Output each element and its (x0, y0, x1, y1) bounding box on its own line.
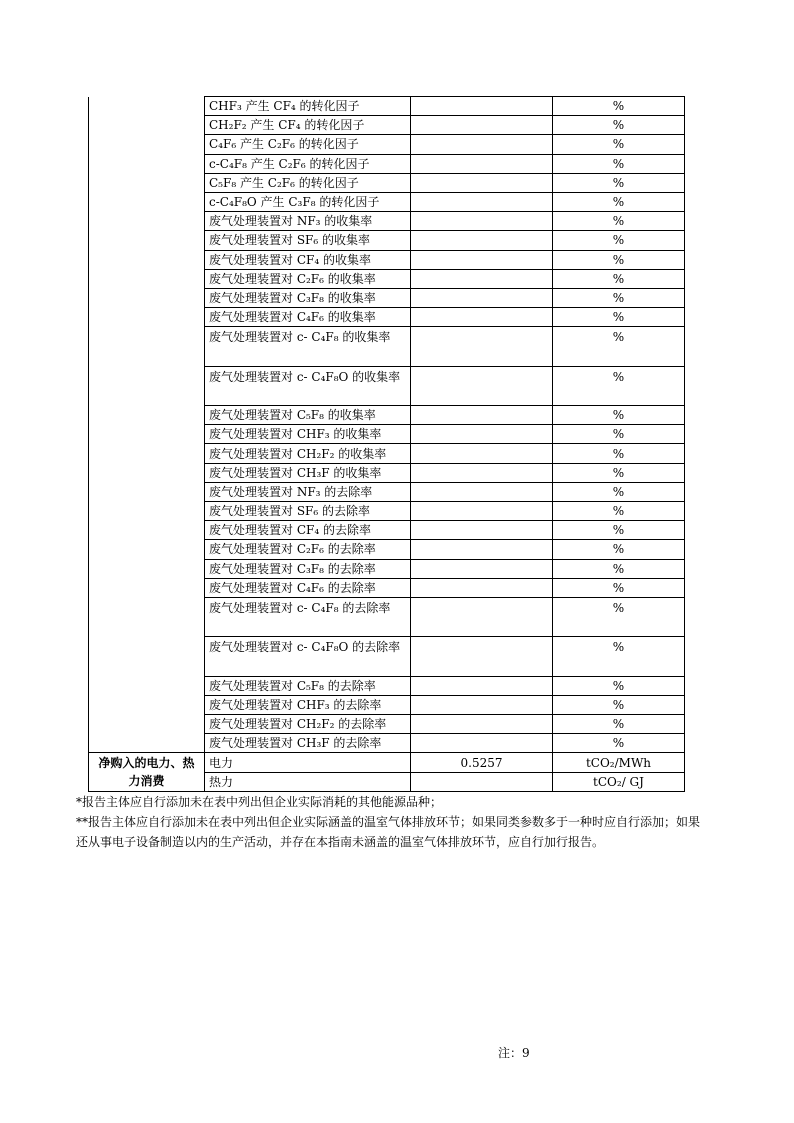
parameter-value (411, 212, 553, 231)
parameter-value (411, 597, 553, 636)
parameter-name: 废气处理装置对 CF₄ 的去除率 (205, 521, 411, 540)
parameter-unit: % (553, 154, 685, 173)
parameter-unit: % (553, 715, 685, 734)
parameter-value (411, 772, 553, 791)
parameter-name: 废气处理装置对 C₃F₈ 的去除率 (205, 559, 411, 578)
parameter-value (411, 250, 553, 269)
parameter-value (411, 521, 553, 540)
parameter-unit: % (553, 482, 685, 501)
parameter-value (411, 192, 553, 211)
parameter-unit: % (553, 366, 685, 405)
page-footer: 注：9 (498, 1046, 530, 1060)
parameter-name: C₄F₆ 产生 C₂F₆ 的转化因子 (205, 135, 411, 154)
parameter-value (411, 540, 553, 559)
parameter-name: c-C₄F₈ 产生 C₂F₆ 的转化因子 (205, 154, 411, 173)
parameter-unit: % (553, 212, 685, 231)
parameter-unit: % (553, 231, 685, 250)
parameter-value (411, 116, 553, 135)
parameter-name: 废气处理装置对 c- C₄F₈ 的收集率 (205, 327, 411, 366)
parameter-value (411, 676, 553, 695)
parameter-value (411, 173, 553, 192)
parameter-name: 废气处理装置对 C₂F₆ 的去除率 (205, 540, 411, 559)
parameter-value (411, 327, 553, 366)
parameter-unit: % (553, 444, 685, 463)
parameter-name: 废气处理装置对 NF₃ 的去除率 (205, 482, 411, 501)
parameter-name: C₅F₈ 产生 C₂F₆ 的转化因子 (205, 173, 411, 192)
parameter-unit: % (553, 250, 685, 269)
parameter-value (411, 715, 553, 734)
table-row (89, 97, 685, 116)
parameter-name: 废气处理装置对 CH₃F 的收集率 (205, 463, 411, 482)
parameter-value (411, 135, 553, 154)
parameter-name: 废气处理装置对 c- C₄F₈ 的去除率 (205, 597, 411, 636)
parameter-unit: % (553, 521, 685, 540)
parameter-value (411, 269, 553, 288)
parameter-name: 废气处理装置对 CH₃F 的去除率 (205, 734, 411, 753)
parameter-unit: % (553, 406, 685, 425)
parameter-name: c-C₄F₈O 产生 C₃F₈ 的转化因子 (205, 192, 411, 211)
parameter-value (411, 463, 553, 482)
footnote-2: **报告主体应自行添加未在表中列出但企业实际涵盖的温室气体排放环节；如果同类参数多于一种时应自行添加；如果还从事电子设备制造以内的生产活动，并存在本指南未涵盖的温室气体排放环节，应自行加行报告。 (76, 815, 701, 849)
parameter-unit: % (553, 559, 685, 578)
parameter-name: 废气处理装置对 CHF₃ 的去除率 (205, 695, 411, 714)
parameter-name: 废气处理装置对 SF₆ 的收集率 (205, 231, 411, 250)
parameter-value (411, 695, 553, 714)
parameter-name: 废气处理装置对 C₄F₆ 的去除率 (205, 578, 411, 597)
parameter-name: 废气处理装置对 C₅F₈ 的收集率 (205, 406, 411, 425)
parameter-name: 废气处理装置对 c- C₄F₈O 的去除率 (205, 637, 411, 676)
parameter-unit: % (553, 501, 685, 520)
parameter-value (411, 308, 553, 327)
parameter-value (411, 231, 553, 250)
category-electricity-heat: 净购入的电力、热力消费 (89, 753, 205, 791)
parameter-value (411, 406, 553, 425)
table-row (89, 753, 685, 772)
parameter-value (411, 559, 553, 578)
parameter-value (411, 637, 553, 676)
parameter-value (411, 366, 553, 405)
parameter-name: 废气处理装置对 SF₆ 的去除率 (205, 501, 411, 520)
parameter-unit: % (553, 308, 685, 327)
parameter-value (411, 578, 553, 597)
parameter-unit: % (553, 597, 685, 636)
parameter-name: 废气处理装置对 CF₄ 的收集率 (205, 250, 411, 269)
footnote-1: *报告主体应自行添加未在表中列出但企业实际消耗的其他能源品种； (76, 795, 443, 809)
parameter-name: 废气处理装置对 NF₃ 的收集率 (205, 212, 411, 231)
parameter-name: 废气处理装置对 CH₂F₂ 的收集率 (205, 444, 411, 463)
parameter-name: 电力 (205, 753, 411, 772)
parameter-value (411, 97, 553, 116)
parameter-unit: % (553, 578, 685, 597)
parameter-value (411, 154, 553, 173)
footnotes (76, 792, 706, 852)
parameter-unit: % (553, 637, 685, 676)
parameter-unit: % (553, 116, 685, 135)
parameter-value (411, 444, 553, 463)
parameter-name: CH₂F₂ 产生 CF₄ 的转化因子 (205, 116, 411, 135)
parameter-name: 废气处理装置对 c- C₄F₈O 的收集率 (205, 366, 411, 405)
parameter-value (411, 501, 553, 520)
parameter-value (411, 734, 553, 753)
parameter-name: 废气处理装置对 C₄F₆ 的收集率 (205, 308, 411, 327)
parameter-unit: % (553, 97, 685, 116)
parameter-unit: % (553, 135, 685, 154)
parameter-unit: % (553, 463, 685, 482)
parameter-unit: % (553, 695, 685, 714)
parameter-value: 0.5257 (411, 753, 553, 772)
parameter-name: 废气处理装置对 CHF₃ 的收集率 (205, 425, 411, 444)
category-cell (89, 97, 205, 753)
parameter-name: 废气处理装置对 C₅F₈ 的去除率 (205, 676, 411, 695)
parameter-unit: tCO₂/ GJ (553, 772, 685, 791)
parameter-name: 热力 (205, 772, 411, 791)
parameter-name: 废气处理装置对 CH₂F₂ 的去除率 (205, 715, 411, 734)
parameter-unit: % (553, 192, 685, 211)
parameter-value (411, 288, 553, 307)
parameter-value (411, 425, 553, 444)
parameter-name: 废气处理装置对 C₂F₆ 的收集率 (205, 269, 411, 288)
parameter-table (88, 96, 685, 792)
parameter-unit: tCO₂/MWh (553, 753, 685, 772)
parameter-table-body (89, 97, 685, 792)
parameter-unit: % (553, 288, 685, 307)
parameter-unit: % (553, 327, 685, 366)
parameter-unit: % (553, 540, 685, 559)
parameter-unit: % (553, 734, 685, 753)
parameter-unit: % (553, 676, 685, 695)
parameter-value (411, 482, 553, 501)
parameter-unit: % (553, 173, 685, 192)
parameter-unit: % (553, 425, 685, 444)
parameter-name: 废气处理装置对 C₃F₈ 的收集率 (205, 288, 411, 307)
parameter-name: CHF₃ 产生 CF₄ 的转化因子 (205, 97, 411, 116)
parameter-unit: % (553, 269, 685, 288)
